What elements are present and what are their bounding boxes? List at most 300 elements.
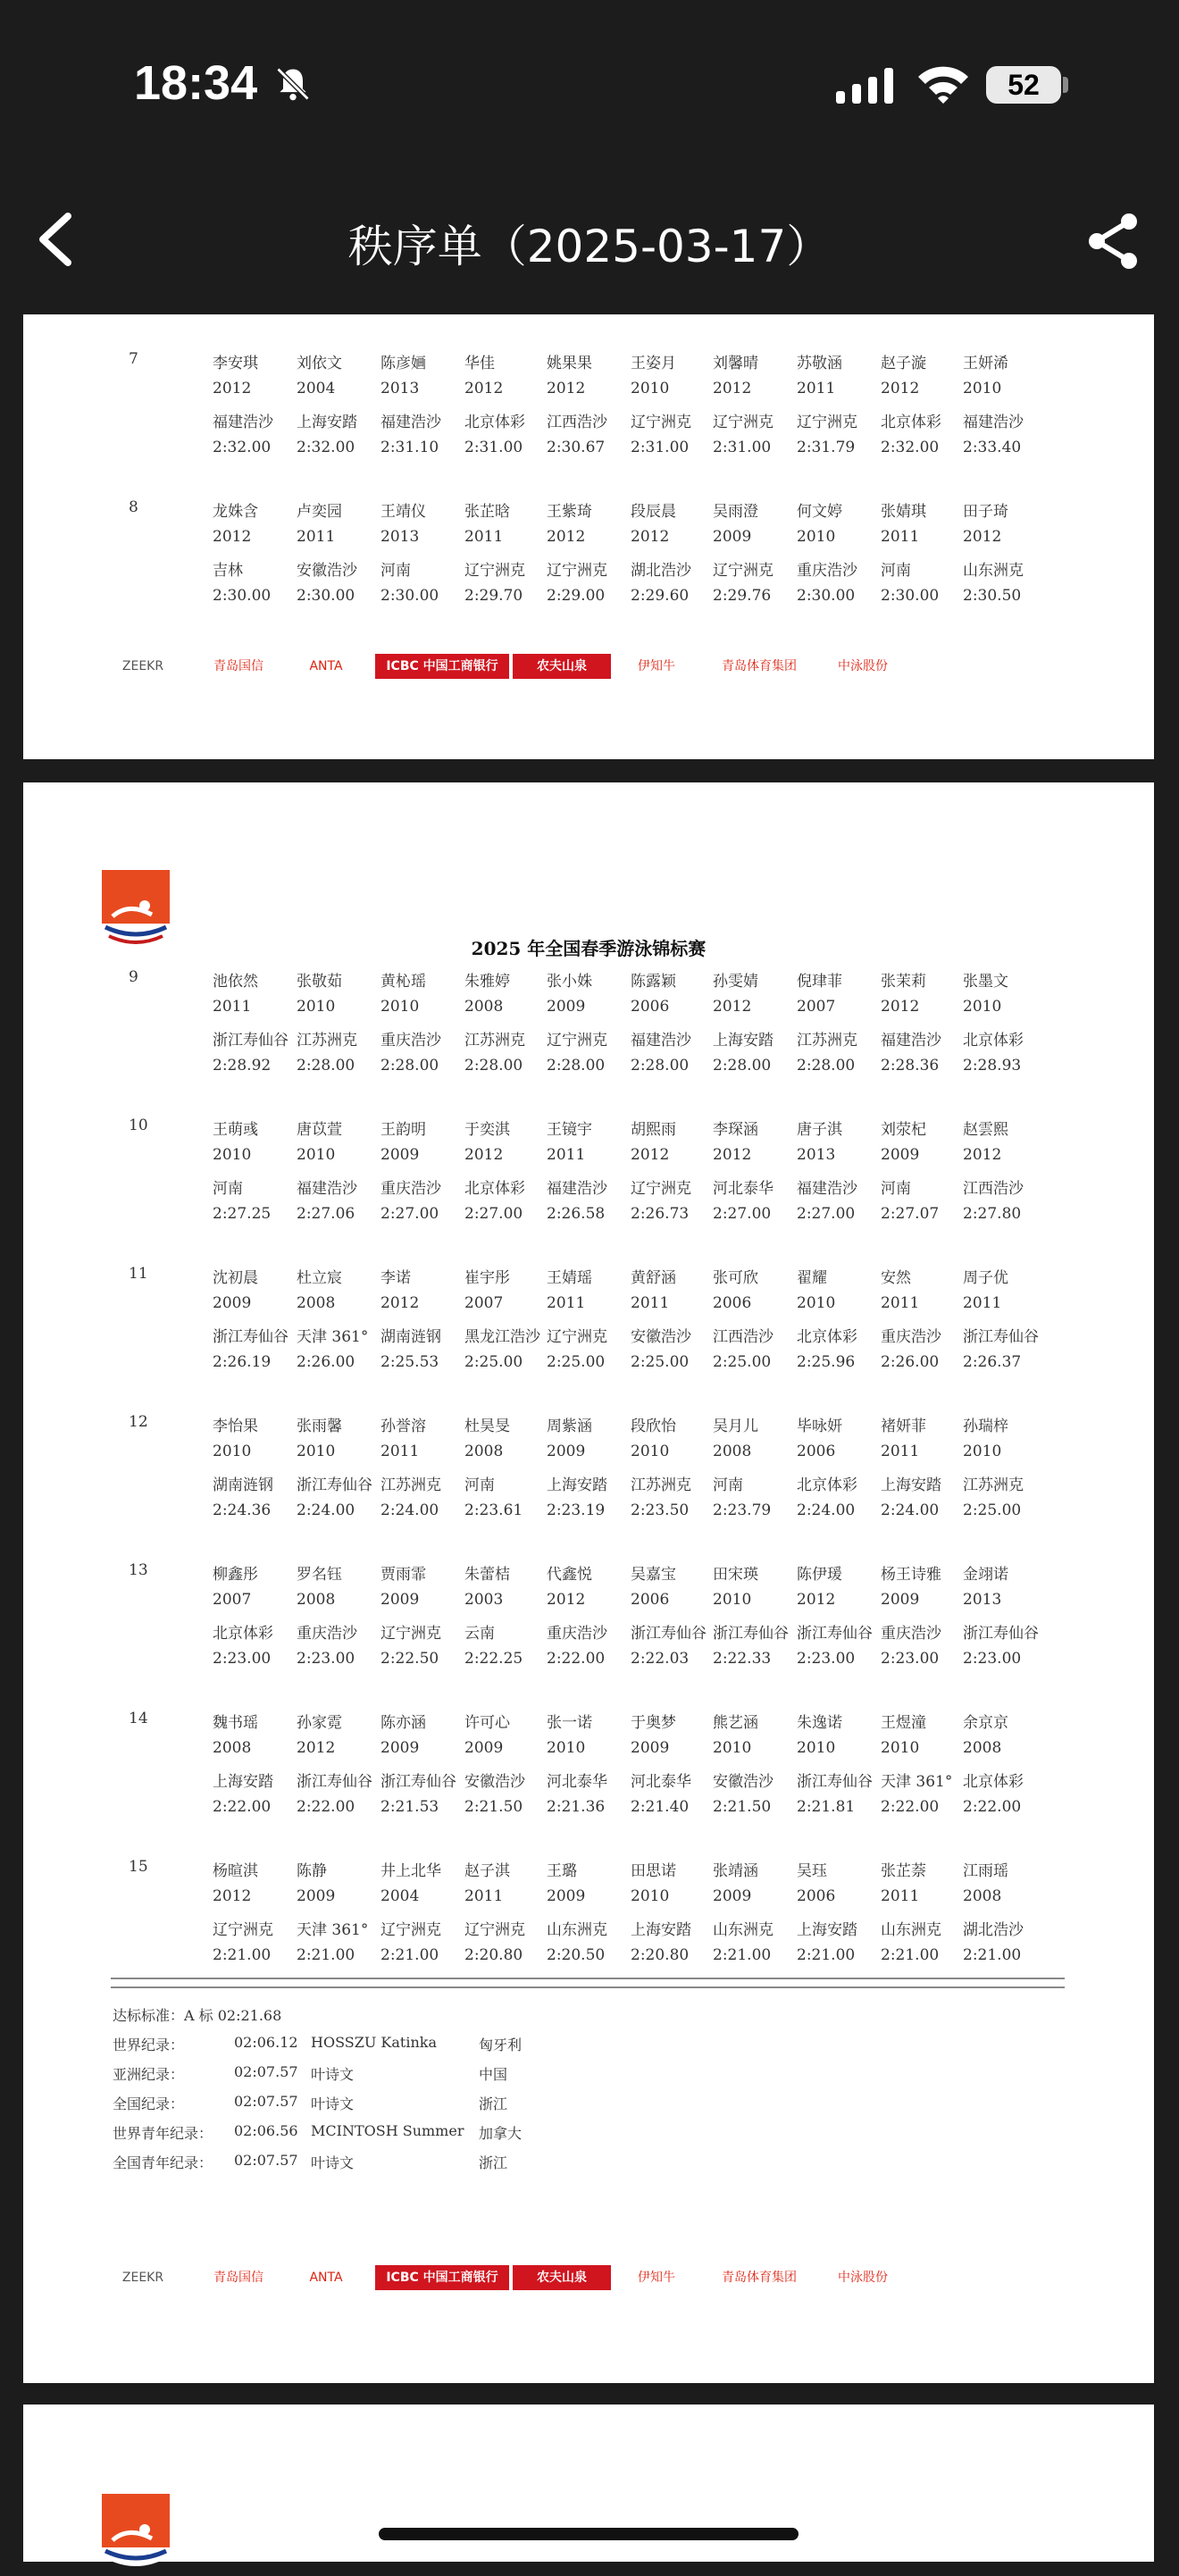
entry-time: 2:22.33 xyxy=(713,1650,772,1668)
entry-time: 2:27.00 xyxy=(380,1205,439,1223)
sponsor-logo: 青岛体育集团 xyxy=(722,659,797,673)
entry-time: 2:30.00 xyxy=(213,587,272,605)
team-name: 安徽浩沙 xyxy=(464,1773,525,1791)
standard-country: 加拿大 xyxy=(479,2125,523,2142)
entry-time: 2:26.00 xyxy=(881,1353,940,1371)
team-name: 北京体彩 xyxy=(213,1625,273,1643)
swimmer-name: 赵子漩 xyxy=(881,355,926,372)
swimmer-name: 朱雅婷 xyxy=(464,973,510,991)
birth-year: 2012 xyxy=(380,1294,420,1312)
battery-cap xyxy=(1063,77,1068,93)
team-name: 浙江寿仙谷 xyxy=(380,1773,456,1791)
swimmer-name: 黄杺瑶 xyxy=(380,973,426,991)
sponsor-logo: ANTA xyxy=(309,2271,343,2285)
team-name: 重庆浩沙 xyxy=(547,1625,607,1643)
birth-year: 2012 xyxy=(631,528,670,546)
swimmer-name: 唐子淇 xyxy=(797,1121,842,1139)
entry-time: 2:22.00 xyxy=(963,1798,1022,1816)
birth-year: 2011 xyxy=(297,528,336,546)
team-name: 辽宁洲克 xyxy=(464,1921,525,1939)
standard-label: 世界青年纪录： xyxy=(113,2125,213,2142)
swimmer-name: 张雨馨 xyxy=(297,1418,342,1435)
team-name: 浙江寿仙谷 xyxy=(297,1773,372,1791)
swimmer-name: 张芷晗 xyxy=(464,503,510,521)
entry-time: 2:23.00 xyxy=(297,1650,355,1668)
entry-time: 2:25.00 xyxy=(547,1353,606,1371)
birth-year: 2012 xyxy=(963,528,1002,546)
swimmer-name: 王妍浠 xyxy=(963,355,1008,372)
swimmer-name: 王姿月 xyxy=(631,355,676,372)
team-name: 浙江寿仙谷 xyxy=(963,1328,1039,1346)
birth-year: 2011 xyxy=(881,1294,920,1312)
birth-year: 2009 xyxy=(380,1591,420,1609)
birth-year: 2008 xyxy=(297,1591,336,1609)
birth-year: 2013 xyxy=(797,1146,836,1164)
team-name: 浙江寿仙谷 xyxy=(797,1625,873,1643)
team-name: 湖北浩沙 xyxy=(631,562,691,580)
birth-year: 2011 xyxy=(464,528,504,546)
birth-year: 2012 xyxy=(213,380,252,397)
home-indicator[interactable] xyxy=(379,2528,799,2540)
birth-year: 2010 xyxy=(213,1443,252,1460)
birth-year: 2010 xyxy=(797,1294,836,1312)
swimmer-name: 陈露颖 xyxy=(631,973,676,991)
birth-year: 2010 xyxy=(297,1146,336,1164)
entry-time: 2:27.07 xyxy=(881,1205,940,1223)
entry-time: 2:22.25 xyxy=(464,1650,523,1668)
entry-time: 2:31.10 xyxy=(380,439,439,456)
entry-time: 2:23.61 xyxy=(464,1501,523,1519)
swimmer-name: 田思诺 xyxy=(631,1862,676,1880)
entry-time: 2:28.36 xyxy=(881,1057,940,1075)
birth-year: 2010 xyxy=(297,998,336,1016)
standard-label: 全国青年纪录： xyxy=(113,2154,213,2171)
swimmer-name: 王璐 xyxy=(547,1862,577,1880)
team-name: 山东洲克 xyxy=(713,1921,773,1939)
swimmer-name: 陈伊瑗 xyxy=(797,1566,842,1584)
swimmer-name: 杨暄淇 xyxy=(213,1862,258,1880)
birth-year: 2010 xyxy=(213,1146,252,1164)
battery-indicator: 52 xyxy=(986,66,1061,104)
swimmer-name: 苏敬涵 xyxy=(797,355,842,372)
team-name: 北京体彩 xyxy=(797,1476,857,1494)
entry-time: 2:25.00 xyxy=(631,1353,690,1371)
swimming-association-logo-icon xyxy=(102,2494,170,2576)
team-name: 上海安踏 xyxy=(297,414,357,431)
swimmer-name: 于奥梦 xyxy=(631,1714,676,1732)
birth-year: 2010 xyxy=(631,1443,670,1460)
sponsor-logo: 农夫山泉 xyxy=(513,654,611,679)
double-divider xyxy=(111,1978,1065,1988)
birth-year: 2007 xyxy=(464,1294,504,1312)
entry-time: 2:27.06 xyxy=(297,1205,355,1223)
swimmer-name: 杨王诗雅 xyxy=(881,1566,941,1584)
birth-year: 2009 xyxy=(213,1294,252,1312)
swimmer-name: 田宋瑛 xyxy=(713,1566,758,1584)
birth-year: 2006 xyxy=(797,1887,836,1905)
team-name: 天津 361° xyxy=(297,1328,369,1346)
entry-time: 2:24.00 xyxy=(380,1501,439,1519)
birth-year: 2009 xyxy=(713,1887,752,1905)
swimmer-name: 李琛涵 xyxy=(713,1121,758,1139)
entry-time: 2:32.00 xyxy=(297,439,355,456)
entry-time: 2:27.25 xyxy=(213,1205,272,1223)
team-name: 河南 xyxy=(464,1476,495,1494)
page-title: 秩序单（2025-03-17） xyxy=(347,221,832,272)
entry-time: 2:27.80 xyxy=(963,1205,1022,1223)
heat-number: 11 xyxy=(129,1265,148,1283)
entry-time: 2:25.00 xyxy=(713,1353,772,1371)
swimmer-name: 翟耀 xyxy=(797,1269,827,1287)
entry-time: 2:30.00 xyxy=(297,587,355,605)
birth-year: 2010 xyxy=(963,1443,1002,1460)
birth-year: 2012 xyxy=(797,1591,836,1609)
birth-year: 2009 xyxy=(547,998,586,1016)
swimmer-name: 王婧瑶 xyxy=(547,1269,592,1287)
team-name: 福建浩沙 xyxy=(963,414,1024,431)
entry-time: 2:28.00 xyxy=(797,1057,856,1075)
event-title: 2025 年全国春季游泳锦标赛 xyxy=(471,938,707,959)
sponsor-logo: 青岛国信 xyxy=(213,2271,263,2285)
swimmer-name: 魏书瑶 xyxy=(213,1714,258,1732)
birth-year: 2012 xyxy=(213,1887,252,1905)
entry-time: 2:23.00 xyxy=(213,1650,272,1668)
swimmer-name: 王紫琦 xyxy=(547,503,592,521)
swimmer-name: 杜立宸 xyxy=(297,1269,342,1287)
swimmer-name: 赵雲熙 xyxy=(963,1121,1008,1139)
team-name: 天津 361° xyxy=(881,1773,953,1791)
team-name: 天津 361° xyxy=(297,1921,369,1939)
team-name: 辽宁洲克 xyxy=(631,1180,691,1198)
team-name: 重庆浩沙 xyxy=(797,562,857,580)
team-name: 北京体彩 xyxy=(963,1773,1024,1791)
team-name: 安徽浩沙 xyxy=(713,1773,773,1791)
swimmer-name: 刘馨晴 xyxy=(713,355,758,372)
entry-time: 2:28.00 xyxy=(547,1057,606,1075)
birth-year: 2013 xyxy=(380,528,420,546)
entry-time: 2:24.00 xyxy=(881,1501,940,1519)
swimmer-name: 田子琦 xyxy=(963,503,1008,521)
bell-muted-icon xyxy=(273,64,313,104)
birth-year: 2010 xyxy=(547,1739,586,1757)
birth-year: 2011 xyxy=(380,1443,420,1460)
team-name: 福建浩沙 xyxy=(797,1180,857,1198)
swimmer-name: 王镜宇 xyxy=(547,1121,592,1139)
swimmer-name: 池依然 xyxy=(213,973,258,991)
team-name: 北京体彩 xyxy=(881,414,941,431)
swimmer-name: 罗名钰 xyxy=(297,1566,342,1584)
team-name: 福建浩沙 xyxy=(297,1180,357,1198)
team-name: 江苏洲克 xyxy=(297,1032,357,1050)
team-name: 江西浩沙 xyxy=(547,414,607,431)
swimmer-name: 张小姝 xyxy=(547,973,592,991)
swimmer-name: 周紫涵 xyxy=(547,1418,592,1435)
birth-year: 2010 xyxy=(881,1739,920,1757)
swimmer-name: 吴雨澄 xyxy=(713,503,758,521)
entry-time: 2:29.60 xyxy=(631,587,690,605)
swimmer-name: 朱逸诺 xyxy=(797,1714,842,1732)
team-name: 重庆浩沙 xyxy=(380,1032,441,1050)
team-name: 福建浩沙 xyxy=(547,1180,607,1198)
entry-time: 2:24.36 xyxy=(213,1501,272,1519)
team-name: 辽宁洲克 xyxy=(713,414,773,431)
birth-year: 2006 xyxy=(797,1443,836,1460)
swimmer-name: 井上北华 xyxy=(380,1862,441,1880)
birth-year: 2011 xyxy=(213,998,252,1016)
team-name: 福建浩沙 xyxy=(213,414,273,431)
team-name: 辽宁洲克 xyxy=(380,1625,441,1643)
heat-number: 12 xyxy=(129,1413,148,1431)
swimmer-name: 孙家霓 xyxy=(297,1714,342,1732)
entry-time: 2:22.00 xyxy=(547,1650,606,1668)
entry-time: 2:21.00 xyxy=(713,1946,772,1964)
birth-year: 2008 xyxy=(464,1443,504,1460)
entry-time: 2:21.53 xyxy=(380,1798,439,1816)
birth-year: 2004 xyxy=(297,380,336,397)
team-name: 江西浩沙 xyxy=(713,1328,773,1346)
birth-year: 2006 xyxy=(713,1294,752,1312)
swimmer-name: 朱蕾桔 xyxy=(464,1566,510,1584)
team-name: 江苏洲克 xyxy=(464,1032,525,1050)
team-name: 江西浩沙 xyxy=(963,1180,1024,1198)
team-name: 江苏洲克 xyxy=(380,1476,441,1494)
swimmer-name: 李诺 xyxy=(380,1269,411,1287)
birth-year: 2011 xyxy=(547,1294,586,1312)
entry-time: 2:26.73 xyxy=(631,1205,690,1223)
swimmer-name: 卢奕园 xyxy=(297,503,342,521)
entry-time: 2:27.00 xyxy=(713,1205,772,1223)
birth-year: 2009 xyxy=(464,1739,504,1757)
swimmer-name: 熊艺涵 xyxy=(713,1714,758,1732)
entry-time: 2:28.00 xyxy=(713,1057,772,1075)
team-name: 湖南涟钢 xyxy=(213,1476,273,1494)
swimmer-name: 李怡果 xyxy=(213,1418,258,1435)
birth-year: 2011 xyxy=(881,528,920,546)
team-name: 上海安踏 xyxy=(713,1032,773,1050)
swimmer-name: 张茉莉 xyxy=(881,973,926,991)
swimmer-name: 王萌彧 xyxy=(213,1121,258,1139)
team-name: 河南 xyxy=(881,562,911,580)
share-icon[interactable] xyxy=(1086,213,1140,270)
swimmer-name: 孙瑞梓 xyxy=(963,1418,1008,1435)
entry-time: 2:23.79 xyxy=(713,1501,772,1519)
swimmer-name: 褚妍菲 xyxy=(881,1418,926,1435)
team-name: 上海安踏 xyxy=(213,1773,273,1791)
entry-time: 2:23.00 xyxy=(797,1650,856,1668)
team-name: 浙江寿仙谷 xyxy=(213,1032,288,1050)
standard-time: 02:07.57 xyxy=(234,2093,298,2110)
standard-country: 浙江 xyxy=(479,2154,508,2171)
team-name: 山东洲克 xyxy=(881,1921,941,1939)
sponsor-banner xyxy=(98,654,902,681)
swimmer-name: 刘依文 xyxy=(297,355,342,372)
team-name: 北京体彩 xyxy=(464,414,525,431)
birth-year: 2012 xyxy=(547,1591,586,1609)
entry-time: 2:21.50 xyxy=(464,1798,523,1816)
team-name: 安徽浩沙 xyxy=(297,562,357,580)
entry-time: 2:25.00 xyxy=(464,1353,523,1371)
entry-time: 2:30.00 xyxy=(797,587,856,605)
entry-time: 2:31.00 xyxy=(713,439,772,456)
birth-year: 2011 xyxy=(881,1443,920,1460)
entry-time: 2:22.00 xyxy=(881,1798,940,1816)
sponsor-logo: 中泳股份 xyxy=(838,659,888,673)
birth-year: 2009 xyxy=(547,1887,586,1905)
birth-year: 2012 xyxy=(213,528,252,546)
team-name: 上海安踏 xyxy=(631,1921,691,1939)
swimmer-name: 孙雯婧 xyxy=(713,973,758,991)
heat-number: 7 xyxy=(129,350,138,368)
swimmer-name: 胡熙雨 xyxy=(631,1121,676,1139)
sponsor-logo: ZEEKR xyxy=(121,659,164,673)
entry-time: 2:26.58 xyxy=(547,1205,606,1223)
birth-year: 2009 xyxy=(881,1591,920,1609)
team-name: 北京体彩 xyxy=(464,1180,525,1198)
team-name: 安徽浩沙 xyxy=(631,1328,691,1346)
swimmer-name: 吴珏 xyxy=(797,1862,827,1880)
heat-number: 9 xyxy=(129,968,138,986)
swimmer-name: 赵子淇 xyxy=(464,1862,510,1880)
sponsor-logo: ZEEKR xyxy=(121,2271,164,2285)
entry-time: 2:22.50 xyxy=(380,1650,439,1668)
birth-year: 2008 xyxy=(713,1443,752,1460)
team-name: 辽宁洲克 xyxy=(547,562,607,580)
sponsor-banner xyxy=(98,2265,902,2292)
birth-year: 2012 xyxy=(464,1146,504,1164)
entry-time: 2:30.00 xyxy=(380,587,439,605)
standard-name: 叶诗文 xyxy=(311,2066,355,2083)
birth-year: 2010 xyxy=(631,1887,670,1905)
entry-time: 2:28.00 xyxy=(464,1057,523,1075)
birth-year: 2009 xyxy=(380,1739,420,1757)
birth-year: 2011 xyxy=(464,1887,504,1905)
team-name: 福建浩沙 xyxy=(881,1032,941,1050)
standard-country: 浙江 xyxy=(479,2095,508,2112)
swimmer-name: 姚果果 xyxy=(547,355,592,372)
entry-time: 2:27.00 xyxy=(464,1205,523,1223)
birth-year: 2003 xyxy=(464,1591,504,1609)
entry-time: 2:25.96 xyxy=(797,1353,856,1371)
entry-time: 2:21.00 xyxy=(213,1946,272,1964)
entry-time: 2:29.76 xyxy=(713,587,772,605)
birth-year: 2012 xyxy=(547,380,586,397)
standard-name: 叶诗文 xyxy=(311,2154,355,2171)
entry-time: 2:21.81 xyxy=(797,1798,856,1816)
entry-time: 2:33.40 xyxy=(963,439,1022,456)
birth-year: 2011 xyxy=(547,1146,586,1164)
entry-time: 2:23.19 xyxy=(547,1501,606,1519)
birth-year: 2010 xyxy=(797,528,836,546)
wifi-icon xyxy=(916,63,970,105)
team-name: 山东洲克 xyxy=(963,562,1024,580)
swimmer-name: 陈亦涵 xyxy=(380,1714,426,1732)
birth-year: 2009 xyxy=(713,528,752,546)
birth-year: 2008 xyxy=(963,1739,1002,1757)
entry-time: 2:25.53 xyxy=(380,1353,439,1371)
swimmer-name: 黄舒涵 xyxy=(631,1269,676,1287)
team-name: 浙江寿仙谷 xyxy=(797,1773,873,1791)
birth-year: 2010 xyxy=(380,998,420,1016)
birth-year: 2011 xyxy=(963,1294,1002,1312)
entry-time: 2:31.00 xyxy=(631,439,690,456)
swimmer-name: 柳鑫彤 xyxy=(213,1566,258,1584)
swimmer-name: 段欣怡 xyxy=(631,1418,676,1435)
team-name: 重庆浩沙 xyxy=(380,1180,441,1198)
birth-year: 2010 xyxy=(963,380,1002,397)
entry-time: 2:31.00 xyxy=(464,439,523,456)
swimmer-name: 金翊诺 xyxy=(963,1566,1008,1584)
entry-time: 2:22.00 xyxy=(297,1798,355,1816)
birth-year: 2010 xyxy=(713,1739,752,1757)
standard-label: 达标标准：A 标 02:21.68 xyxy=(113,2007,282,2024)
birth-year: 2012 xyxy=(713,380,752,397)
cellular-signal-icon xyxy=(836,68,893,104)
status-time: 18:34 xyxy=(134,56,258,110)
birth-year: 2012 xyxy=(631,1146,670,1164)
standard-country: 匈牙利 xyxy=(479,2037,523,2053)
team-name: 辽宁洲克 xyxy=(713,562,773,580)
swimmer-name: 华佳 xyxy=(464,355,495,372)
swimmer-name: 许可心 xyxy=(464,1714,510,1732)
team-name: 云南 xyxy=(464,1625,495,1643)
entry-time: 2:21.40 xyxy=(631,1798,690,1816)
swimmer-name: 唐苡萱 xyxy=(297,1121,342,1139)
team-name: 福建浩沙 xyxy=(380,414,441,431)
team-name: 辽宁洲克 xyxy=(797,414,857,431)
swimmer-name: 倪珒菲 xyxy=(797,973,842,991)
standard-label: 全国纪录： xyxy=(113,2095,185,2112)
birth-year: 2013 xyxy=(963,1591,1002,1609)
standard-time: 02:06.56 xyxy=(234,2122,298,2139)
sponsor-logo: 伊知牛 xyxy=(638,2271,675,2285)
birth-year: 2004 xyxy=(380,1887,420,1905)
swimmer-name: 张墨文 xyxy=(963,973,1008,991)
swimmer-name: 余京京 xyxy=(963,1714,1008,1732)
team-name: 重庆浩沙 xyxy=(881,1625,941,1643)
entry-time: 2:30.67 xyxy=(547,439,606,456)
standard-time: 02:07.57 xyxy=(234,2152,298,2169)
team-name: 浙江寿仙谷 xyxy=(631,1625,707,1643)
team-name: 辽宁洲克 xyxy=(547,1032,607,1050)
standard-time: 02:06.12 xyxy=(234,2034,298,2051)
document-page-1 xyxy=(23,314,1154,759)
entry-time: 2:23.50 xyxy=(631,1501,690,1519)
swimmer-name: 陈彦婳 xyxy=(380,355,426,372)
entry-time: 2:22.00 xyxy=(213,1798,272,1816)
standard-name: HOSSZU Katinka xyxy=(311,2034,437,2051)
swimmer-name: 陈静 xyxy=(297,1862,327,1880)
swimmer-name: 何文婷 xyxy=(797,503,842,521)
team-name: 湖北浩沙 xyxy=(963,1921,1024,1939)
standard-country: 中国 xyxy=(479,2066,508,2083)
document-page-2 xyxy=(23,782,1154,2383)
entry-time: 2:30.50 xyxy=(963,587,1022,605)
birth-year: 2006 xyxy=(631,998,670,1016)
swimmer-name: 孙誉溶 xyxy=(380,1418,426,1435)
sponsor-logo: ANTA xyxy=(309,659,343,673)
team-name: 吉林 xyxy=(213,562,243,580)
birth-year: 2009 xyxy=(380,1146,420,1164)
team-name: 黑龙江浩沙 xyxy=(464,1328,540,1346)
team-name: 江苏洲克 xyxy=(963,1476,1024,1494)
entry-time: 2:25.00 xyxy=(963,1501,1022,1519)
entry-time: 2:28.00 xyxy=(297,1057,355,1075)
entry-time: 2:27.00 xyxy=(797,1205,856,1223)
swimmer-name: 安然 xyxy=(881,1269,911,1287)
heat-number: 14 xyxy=(129,1710,148,1727)
swimmer-name: 张敬茹 xyxy=(297,973,342,991)
entry-time: 2:20.80 xyxy=(631,1946,690,1964)
